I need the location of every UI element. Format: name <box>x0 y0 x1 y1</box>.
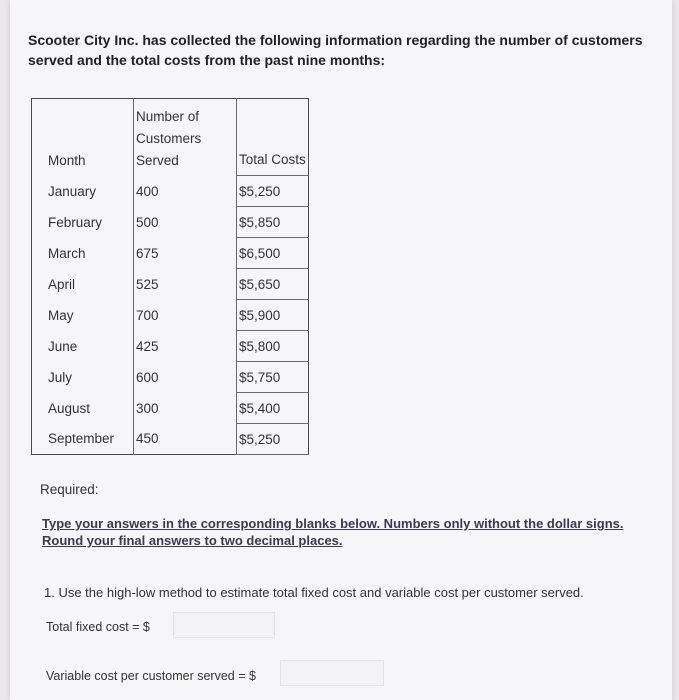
cost-cell: $5,250 <box>237 176 309 207</box>
month-cell: January <box>48 183 97 199</box>
customers-cell: 450 <box>134 424 237 455</box>
table-row <box>32 362 309 393</box>
question-1: 1. Use the high-low method to estimate total fixed cost and variable cost per customer served. <box>44 585 584 600</box>
table-row <box>32 393 309 424</box>
month-cell: April <box>48 276 76 292</box>
customers-cell: 300 <box>134 393 237 424</box>
instructions-line-1: Type your answers in the corresponding blanks below. Numbers only without the dollar signs. <box>42 516 624 531</box>
customers-cell: 400 <box>134 176 237 207</box>
table-row <box>32 331 309 362</box>
variable-cost-input[interactable] <box>280 660 384 686</box>
month-cell: September <box>48 431 115 447</box>
table-row <box>32 207 309 238</box>
instructions-line-2: Round your final answers to two decimal places. <box>42 533 343 548</box>
month-cell: July <box>48 369 73 385</box>
required-heading: Required: <box>40 482 99 497</box>
customers-cell: 525 <box>134 269 237 300</box>
month-cell: May <box>48 307 74 323</box>
fixed-cost-input[interactable] <box>173 612 275 638</box>
header-month: Month <box>48 152 86 168</box>
customers-cell: 675 <box>134 238 237 269</box>
table-row <box>32 424 309 455</box>
cost-cell: $5,400 <box>237 393 309 424</box>
instructions <box>42 515 642 549</box>
table-row <box>32 238 309 269</box>
month-cell: March <box>48 245 86 261</box>
cost-cell: $5,800 <box>237 331 309 362</box>
cost-cell: $5,250 <box>237 424 309 455</box>
cost-data-table <box>31 98 309 455</box>
cost-cell: $5,900 <box>237 300 309 331</box>
cost-cell: $5,650 <box>237 269 309 300</box>
customers-cell: 425 <box>134 331 237 362</box>
header-total-costs: Total Costs <box>237 99 309 176</box>
variable-cost-label: Variable cost per customer served = $ <box>46 669 256 683</box>
customers-cell: 700 <box>134 300 237 331</box>
customers-cell: 500 <box>134 207 237 238</box>
month-cell: August <box>48 400 91 416</box>
cost-cell: $5,750 <box>237 362 309 393</box>
fixed-cost-label: Total fixed cost = $ <box>46 620 150 634</box>
table-row <box>32 269 309 300</box>
customers-cell: 600 <box>134 362 237 393</box>
table-header-row <box>32 99 309 176</box>
table-row <box>32 300 309 331</box>
intro-text: Scooter City Inc. has collected the following information regarding the number of customers served and the total costs from the past nine months: <box>28 32 643 68</box>
month-cell: June <box>48 338 78 354</box>
cost-cell: $5,850 <box>237 207 309 238</box>
cost-cell: $6,500 <box>237 238 309 269</box>
month-cell: February <box>48 214 103 230</box>
header-customers: Number of Customers Served <box>134 99 237 176</box>
table-row <box>32 176 309 207</box>
question-page <box>10 0 672 700</box>
